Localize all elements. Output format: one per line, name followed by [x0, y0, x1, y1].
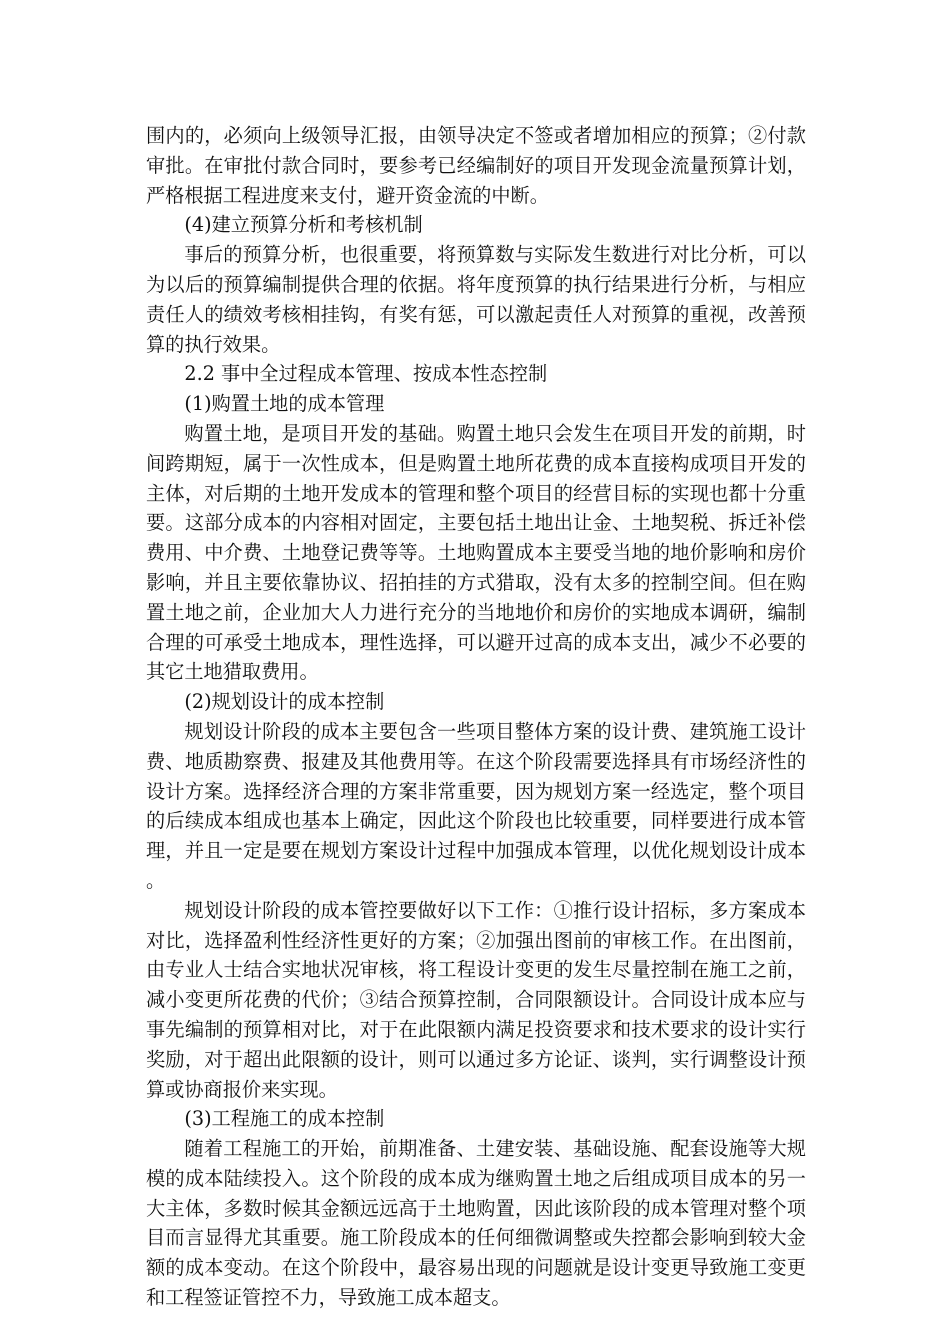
paragraph-budget-analysis: 事后的预算分析，也很重要，将预算数与实际发生数进行对比分析，可以为以后的预算编制提供合理的依据。将年度预算的执行结果进行分析，与相应责任人的绩效考核相挂钩，有奖有惩，可以激起责任人对预算的重视，改善预算的执行效果。: [146, 243, 806, 356]
paragraph-planning-design: 规划设计阶段的成本主要包含一些项目整体方案的设计费、建筑施工设计费、地质勘察费、报建及其他费用等。在这个阶段需要选择具有市场经济性的设计方案。选择经济合理的方案非常重要，因为规划方案一经选定，整个项目的后续成本组成也基本上确定，因此这个阶段也比较重要，同样要进行成本管理，并且一定是要在规划方案设计过程中加强成本管理，以优化规划设计成本。: [146, 719, 806, 892]
heading-budget-analysis: (4)建立预算分析和考核机制: [184, 213, 423, 237]
heading-construction: (3)工程施工的成本控制: [184, 1107, 385, 1131]
paragraph-land-purchase: 购置土地，是项目开发的基础。购置土地只会发生在项目开发的前期，时间跨期短，属于一次性成本，但是购置土地所花费的成本直接构成项目开发的主体，对后期的土地开发成本的管理和整个项目的经营目标的实现也都十分重要。这部分成本的内容相对固定，主要包括土地出让金、土地契税、拆迁补偿费用、中介费、土地登记费等等。土地购置成本主要受当地的地价影响和房价影响，并且主要依靠协议、招拍挂的方式猎取，没有太多的控制空间。但在购置土地之前，企业加大人力进行充分的当地地价和房价的实地成本调研，编制合理的可承受土地成本，理性选择，可以避开过高的成本支出，减少不必要的其它土地猎取费用。: [146, 421, 806, 684]
heading-planning-design: (2)规划设计的成本控制: [184, 690, 385, 714]
heading-land-purchase: (1)购置土地的成本管理: [184, 392, 385, 416]
section-heading-2-2: 2.2 事中全过程成本管理、按成本性态控制: [184, 362, 548, 386]
paragraph-construction: 随着工程施工的开始，前期准备、土建安装、基础设施、配套设施等大规模的成本陆续投入。这个阶段的成本成为继购置土地之后组成项目成本的另一大主体，多数时候其金额远远高于土地购置，因此该阶段的成本管理对整个项目而言显得尤其重要。施工阶段成本的任何细微调整或失控都会影响到较大金额的成本变动。在这个阶段中，最容易出现的问题就是设计变更导致施工变更和工程签证管控不力，导致施工成本超支。: [146, 1137, 806, 1310]
paragraph-planning-design-tasks: 规划设计阶段的成本管控要做好以下工作：①推行设计招标，多方案成本对比，选择盈利性经济性更好的方案；②加强出图前的审核工作。在出图前，由专业人士结合实地状况审核，将工程设计变更的发生尽量控制在施工之前，减小变更所花费的代价；③结合预算控制，合同限额设计。合同设计成本应与事先编制的预算相对比，对于在此限额内满足投资要求和技术要求的设计实行奖励，对于超出此限额的设计，则可以通过多方论证、谈判，实行调整设计预算或协商报价来实现。: [146, 898, 806, 1101]
paragraph-budget-approval: 围内的，必须向上级领导汇报，由领导决定不签或者增加相应的预算；②付款审批。在审批付款合同时，要参考已经编制好的项目开发现金流量预算计划，严格根据工程进度来支付，避开资金流的中断。: [146, 124, 806, 207]
document-body: [146, 121, 806, 1313]
